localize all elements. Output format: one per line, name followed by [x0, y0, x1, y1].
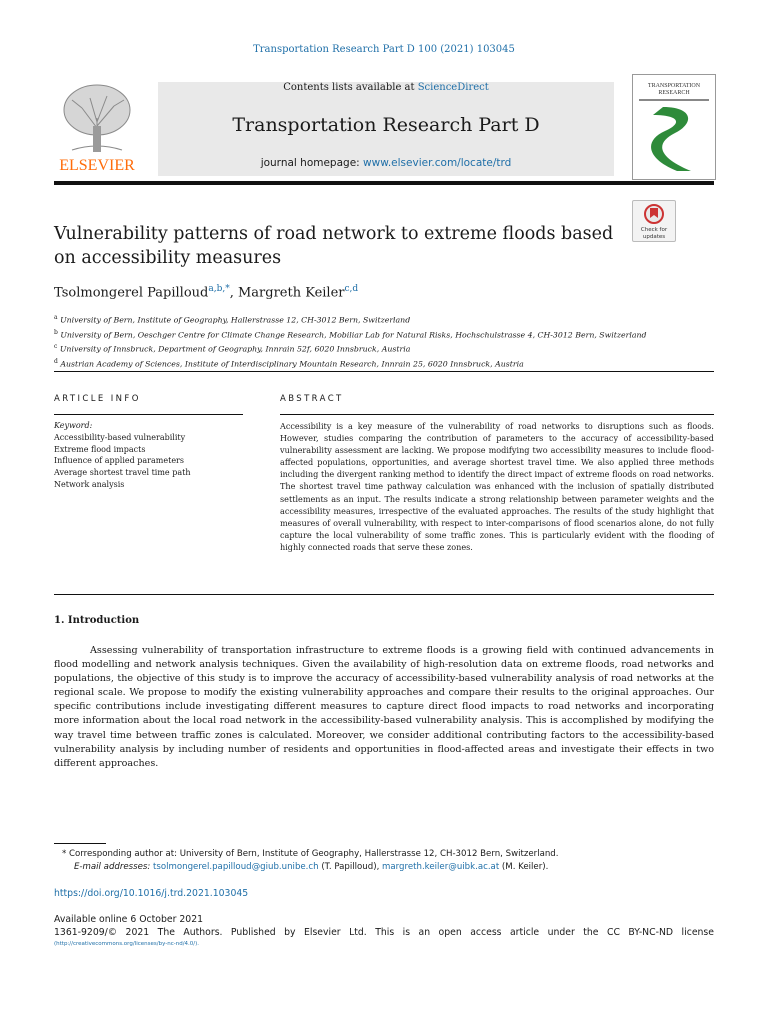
check-badge-line-1: Check for: [640, 227, 668, 233]
copyright-line: 1361-9209/© 2021 The Authors. Published by Elsevier Ltd. This is an open access article under the CC BY-NC-ND license: [54, 927, 714, 938]
corresponding-author-note: * Corresponding author at: University of Bern, Institute of Geography, Hallerstrasse 12, CH-3012 Bern, Switzerland.: [62, 849, 559, 859]
contents-line: [158, 82, 614, 93]
email-link-papilloud[interactable]: tsolmongerel.papilloud@giub.unibe.ch: [153, 862, 319, 872]
author-affiliation-marks[interactable]: c,d: [344, 284, 359, 294]
keyword-item: Extreme flood impacts: [54, 444, 146, 454]
affiliations: [54, 312, 714, 370]
article-info-heading: ARTICLE INFO: [54, 394, 141, 404]
check-badge-line-2: updates: [642, 234, 666, 240]
author-affiliation-marks[interactable]: a,b,*: [208, 284, 230, 294]
keywords-list: [54, 420, 243, 491]
author-name[interactable]: Tsolmongerel Papilloud: [54, 285, 209, 301]
journal-reference[interactable]: Transportation Research Part D 100 (2021) 103045: [253, 44, 515, 55]
divider: [54, 594, 714, 595]
affiliation-item: $^a$ University of Bern, Institute of Geography, Hallerstrasse 12, CH-3012 Bern, Switzerland: [54, 314, 411, 325]
journal-cover-thumbnail[interactable]: [632, 74, 716, 180]
footnote-rule: [54, 843, 106, 844]
homepage-prefix: journal homepage:: [260, 157, 364, 169]
check-for-updates-badge[interactable]: [632, 200, 676, 242]
email-link-keiler[interactable]: margreth.keiler@uibk.ac.at: [382, 862, 500, 872]
sciencedirect-link[interactable]: ScienceDirect: [417, 82, 489, 93]
email-label: E-mail addresses:: [74, 862, 154, 872]
keyword-item: Influence of applied parameters: [54, 456, 184, 466]
introduction-heading: 1. Introduction: [54, 615, 140, 626]
divider: [280, 414, 714, 415]
author-list: [54, 284, 358, 300]
affiliation-item: $^b$ University of Bern, Oeschger Centre for Climate Change Research, Mobiliar Lab for Natural Risks, Hochschulstrasse 4, CH-3012 Bern, Switzerland: [54, 328, 647, 340]
author-separator: ,: [229, 285, 238, 301]
journal-title: Transportation Research Part D: [232, 114, 540, 136]
cover-graphic-icon: [633, 75, 715, 179]
check-updates-icon: [633, 201, 675, 241]
abstract-heading: ABSTRACT: [280, 394, 344, 404]
contents-prefix: Contents lists available at: [283, 82, 418, 93]
doi-link[interactable]: https://doi.org/10.1016/j.trd.2021.103045: [54, 888, 249, 899]
available-online-date: Available online 6 October 2021: [54, 914, 204, 925]
email-line: E-mail addresses: tsolmongerel.papilloud@giub.unibe.ch (T. Papilloud), margreth.keiler@uibk.ac.at (M. Keiler).: [74, 862, 549, 872]
keyword-item: Network analysis: [54, 479, 125, 489]
homepage-line: [158, 157, 614, 169]
cover-title-1: TRANSPORTATION: [647, 83, 701, 89]
introduction-paragraph: Assessing vulnerability of transportation infrastructure to extreme floods is a growing field with continued advancements in flood modelling and network analysis techniques. Given the availability of high-resolution data on extreme floods, road networks and populations, the objective of this study is to improve the accuracy of accessibility-based vulnerability analysis of road networks at the regional scale. We propose to modify the existing vulnerability approaches and compare their results to the original approaches. Our specific contributions include investigating different measures to capture direct flood impacts to road networks and incorporating more information about the local road network in the accessibility-based vulnerability analysis. This is accomplished by modifying the way travel time between traffic zones is calculated. Moreover, we consider additional contributing factors to the accessibility-based vulnerability analysis by including number of residents and opportunities in flood-affected areas and investigate their effects in two different approaches.: [54, 645, 714, 769]
author-name[interactable]: Margreth Keiler: [237, 285, 345, 301]
header-rule: [54, 181, 714, 185]
homepage-link[interactable]: www.elsevier.com/locate/trd: [363, 157, 512, 169]
divider: [54, 414, 243, 415]
affiliation-item: $^c$ University of Innsbruck, Department of Geography, Innrain 52f, 6020 Innsbruck, Austria: [54, 343, 411, 354]
affiliation-item: $^d$ Austrian Academy of Sciences, Institute of Interdisciplinary Mountain Research, Innrain 25, 6020 Innsbruck, Austria: [54, 357, 524, 369]
elsevier-tree-icon: [52, 78, 142, 178]
footnotes: [54, 848, 714, 874]
abstract-text: Accessibility is a key measure of the vulnerability of road networks to disruptions such as floods. However, studies comparing the contribution of parameters to the accuracy of accessibility-based vulnerability assessment are lacking. We propose modifying two accessibility measures to include flood-affected populations, opportunities, and average shortest travel time. We also applied three methods including the divergent ranking method to identify the direct impact of extreme floods on road networks. The shortest travel time pathway calculation was enhanced with the inclusion of spatially distributed settlements as an input. The results indicate a strong relationship between parameter weights and the accessibility measures, irrespective of the evaluated approaches. The results of the study highlight that measures of overall vulnerability, with respect to inter-comparisons of flood scenarios alone, do not fully capture the local vulnerability of some traffic zones. This is particularly evident with the flooding of highly connected roads that serve these zones.: [280, 421, 714, 552]
article-title: Vulnerability patterns of road network to extreme floods based on accessibility measures: [54, 224, 614, 268]
keyword-item: Average shortest travel time path: [54, 468, 191, 478]
license-link[interactable]: (http://creativecommons.org/licenses/by-nc-nd/4.0/).: [54, 941, 200, 947]
divider: [54, 371, 714, 372]
keywords-label: Keyword:: [54, 421, 93, 430]
elsevier-logo: [52, 78, 142, 178]
cover-title-2: RESEARCH: [658, 90, 690, 96]
elsevier-wordmark: ELSEVIER: [59, 157, 135, 174]
keyword-item: Accessibility-based vulnerability: [54, 432, 186, 442]
